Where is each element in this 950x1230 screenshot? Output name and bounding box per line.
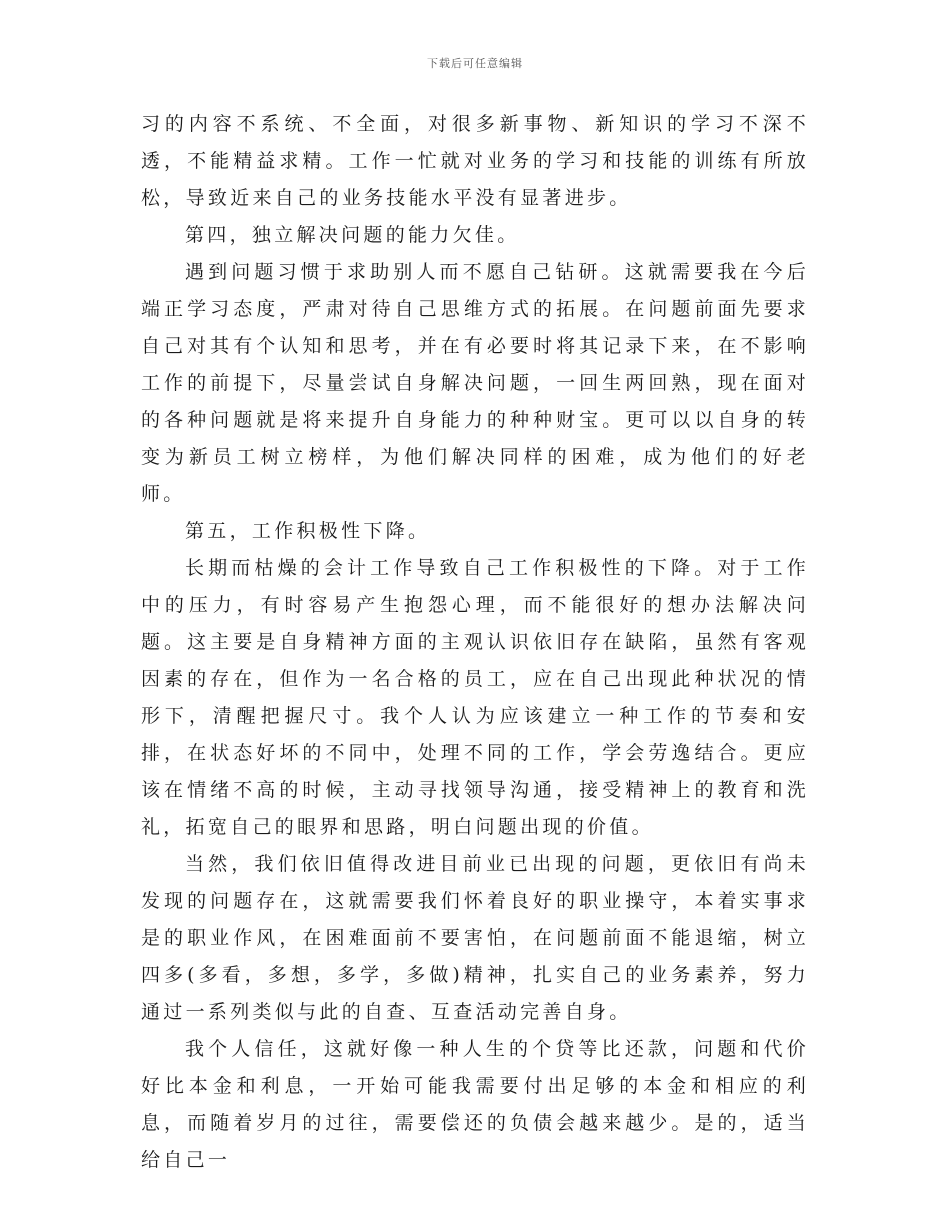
paragraph: 当然，我们依旧值得改进目前业已出现的问题，更依旧有尚未发现的问题存在，这就需要我们怀着良好的职业操守，本着实事求是的职业作风，在困难面前不要害怕，在问题前面不能退缩，树立四多(多看，多想，多学，多做)精神，扎实自己的业务素养，努力通过一系列类似与此的自查、互查活动完善自身。 — [141, 853, 809, 1023]
paragraph: 我个人信任，这就好像一种人生的个贷等比还款，问题和代价好比本金和利息，一开始可能我需要付出足够的本金和相应的利息，而随着岁月的过往，需要偿还的负债会越来越少。是的，适当给自己一 — [141, 1038, 809, 1171]
document-body — [141, 106, 809, 1179]
paragraph: 长期而枯燥的会计工作导致自己工作积极性的下降。对于工作中的压力，有时容易产生抱怨心理，而不能很好的想办法解决问题。这主要是自身精神方面的主观认识依旧存在缺陷，虽然有客观因素的存在，但作为一名合格的员工，应在自己出现此种状况的情形下，清醒把握尺寸。我个人认为应该建立一种工作的节奏和安排，在状态好坏的不同中，处理不同的工作，学会劳逸结合。更应该在情绪不高的时候，主动寻找领导沟通，接受精神上的教育和洗礼，拓宽自己的眼界和思路，明白问题出现的价值。 — [141, 557, 809, 838]
paragraph: 遇到问题习惯于求助别人而不愿自己钻研。这就需要我在今后端正学习态度，严肃对待自己思维方式的拓展。在问题前面先要求自己对其有个认知和思考，并在有必要时将其记录下来，在不影响工作的前提下，尽量尝试自身解决问题，一回生两回熟，现在面对的各种问题就是将来提升自身能力的种种财宝。更可以以自身的转变为新员工树立榜样，为他们解决同样的困难，成为他们的好老师。 — [141, 261, 809, 505]
paragraph: 习的内容不系统、不全面，对很多新事物、新知识的学习不深不透，不能精益求精。工作一忙就对业务的学习和技能的训练有所放松，导致近来自己的业务技能水平没有显著进步。 — [141, 113, 809, 209]
paragraph: 第四，独立解决问题的能力欠佳。 — [185, 224, 520, 246]
paragraph: 第五，工作积极性下降。 — [185, 520, 431, 542]
page-header: 下载后可任意编辑 — [427, 57, 523, 70]
